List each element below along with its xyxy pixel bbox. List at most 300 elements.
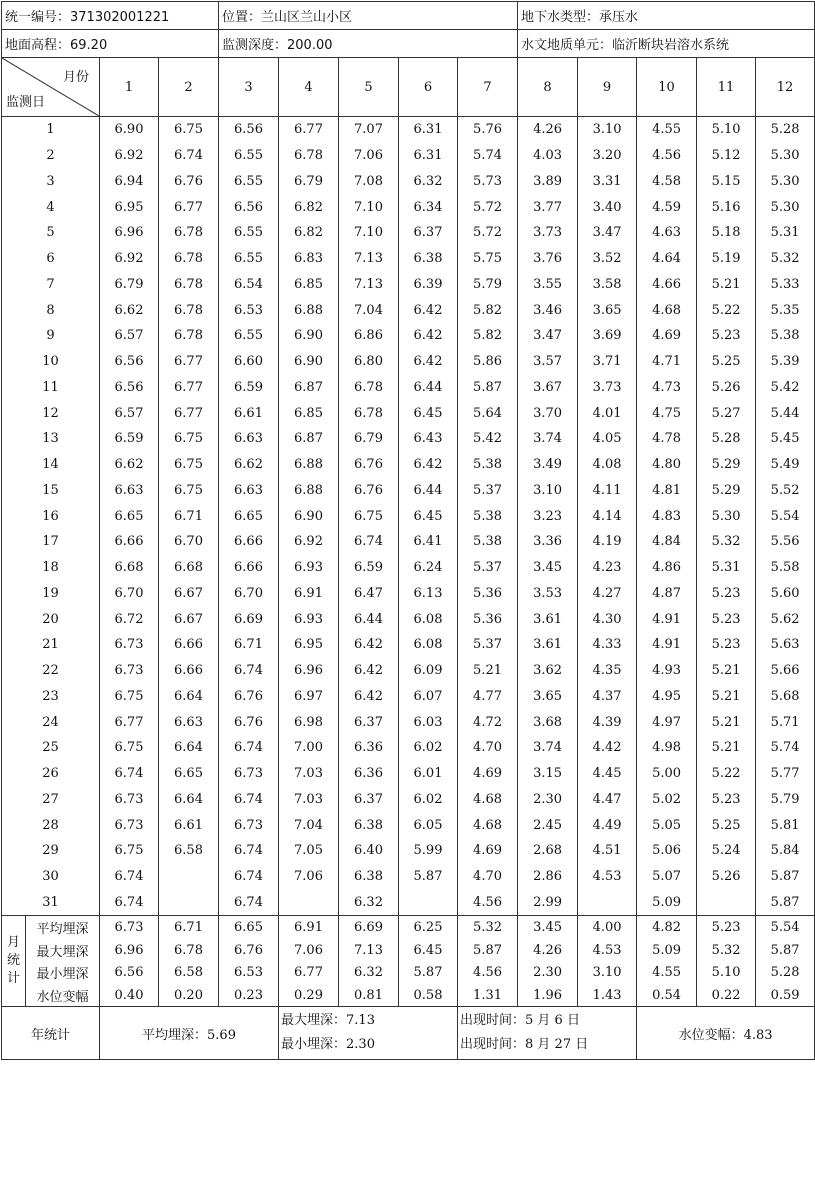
depth-cell: 6.37: [399, 220, 458, 246]
stat-cell: 5.54: [756, 916, 815, 939]
depth-cell: 5.25: [697, 349, 756, 375]
depth-cell: 6.61: [159, 812, 219, 838]
depth-cell: 5.30: [697, 503, 756, 529]
depth-cell: 2.45: [518, 812, 578, 838]
depth-cell: 6.77: [159, 349, 219, 375]
table-row: [2, 581, 815, 607]
depth-cell: 6.42: [399, 452, 458, 478]
table-row: [2, 323, 815, 349]
depth-cell: 6.90: [279, 323, 339, 349]
depth-cell: 5.44: [756, 400, 815, 426]
depth-cell: 6.76: [219, 684, 279, 710]
depth-cell: 6.32: [399, 169, 458, 195]
depth-cell: 4.58: [637, 169, 697, 195]
depth-cell: 6.59: [100, 426, 159, 452]
depth-cell: 6.91: [279, 581, 339, 607]
depth-cell: 5.76: [458, 117, 518, 143]
depth-cell: 3.69: [578, 323, 637, 349]
table-row: [2, 220, 815, 246]
depth-cell: 6.78: [159, 323, 219, 349]
depth-cell: 3.73: [518, 220, 578, 246]
depth-cell: 3.47: [578, 220, 637, 246]
depth-cell: 5.21: [458, 658, 518, 684]
stat-cell: 6.65: [219, 916, 279, 939]
depth-cell: 6.98: [279, 709, 339, 735]
depth-cell: 6.75: [159, 452, 219, 478]
table-row: [2, 812, 815, 838]
depth-cell: 5.23: [697, 323, 756, 349]
depth-cell: 6.82: [279, 194, 339, 220]
depth-cell: 5.74: [458, 143, 518, 169]
depth-cell: 3.58: [578, 272, 637, 298]
depth-cell: 6.78: [159, 246, 219, 272]
annual-avg-depth: 平均埋深：5.69: [100, 1007, 279, 1060]
day-label: 31: [2, 890, 100, 916]
day-label: 14: [2, 452, 100, 478]
depth-cell: 5.37: [458, 632, 518, 658]
depth-cell: 6.77: [100, 709, 159, 735]
month-header: 11: [697, 58, 756, 117]
depth-cell: 5.99: [399, 838, 458, 864]
depth-cell: 6.73: [219, 812, 279, 838]
depth-cell: 3.65: [518, 684, 578, 710]
month-header: 10: [637, 58, 697, 117]
stat-cell: 4.00: [578, 916, 637, 939]
stat-cell: 6.69: [339, 916, 399, 939]
table-row: [2, 349, 815, 375]
monthly-stat-row: [2, 961, 815, 984]
depth-cell: 6.74: [100, 864, 159, 890]
depth-cell: 6.55: [219, 143, 279, 169]
depth-cell: 4.97: [637, 709, 697, 735]
depth-cell: 4.91: [637, 632, 697, 658]
depth-cell: 6.88: [279, 297, 339, 323]
depth-cell: 5.82: [458, 323, 518, 349]
depth-cell: 6.72: [100, 606, 159, 632]
depth-cell: 5.42: [756, 375, 815, 401]
depth-cell: 6.90: [279, 349, 339, 375]
depth-cell: 5.63: [756, 632, 815, 658]
depth-cell: 5.12: [697, 143, 756, 169]
depth-cell: 6.42: [399, 323, 458, 349]
table-row: [2, 169, 815, 195]
depth-cell: 5.75: [458, 246, 518, 272]
depth-cell: 6.77: [279, 117, 339, 143]
depth-cell: 4.56: [637, 143, 697, 169]
depth-cell: 6.76: [339, 452, 399, 478]
depth-cell: 6.61: [219, 400, 279, 426]
depth-cell: 4.05: [578, 426, 637, 452]
depth-cell: 6.71: [159, 503, 219, 529]
depth-cell: 6.42: [399, 349, 458, 375]
depth-cell: 6.95: [279, 632, 339, 658]
depth-cell: 5.71: [756, 709, 815, 735]
depth-cell: 6.92: [279, 529, 339, 555]
annual-min-time: 出现时间：8 月 27 日: [460, 1037, 589, 1053]
depth-cell: 4.51: [578, 838, 637, 864]
depth-cell: 4.23: [578, 555, 637, 581]
depth-cell: 6.08: [399, 606, 458, 632]
depth-cell: 6.74: [159, 143, 219, 169]
depth-cell: 4.75: [637, 400, 697, 426]
monitor-depth: 监测深度：200.00: [219, 30, 518, 58]
depth-cell: 5.09: [637, 890, 697, 916]
depth-cell: 5.23: [697, 581, 756, 607]
depth-cell: 6.34: [399, 194, 458, 220]
stat-cell: 6.71: [159, 916, 219, 939]
depth-cell: 6.86: [339, 323, 399, 349]
depth-cell: 3.40: [578, 194, 637, 220]
depth-cell: 6.74: [339, 529, 399, 555]
depth-cell: 5.21: [697, 709, 756, 735]
month-header: 7: [458, 58, 518, 117]
depth-cell: 4.26: [518, 117, 578, 143]
annual-min-depth: 最小埋深：2.30: [281, 1037, 375, 1053]
depth-cell: 4.70: [458, 864, 518, 890]
depth-cell: 5.29: [697, 452, 756, 478]
depth-cell: 4.87: [637, 581, 697, 607]
stat-cell: 7.13: [339, 939, 399, 962]
month-header: 8: [518, 58, 578, 117]
depth-cell: 5.22: [697, 761, 756, 787]
depth-cell: 6.92: [100, 143, 159, 169]
depth-cell: 6.78: [339, 400, 399, 426]
depth-cell: 4.73: [637, 375, 697, 401]
stat-cell: 4.56: [458, 961, 518, 984]
depth-cell: 6.70: [100, 581, 159, 607]
depth-cell: 6.03: [399, 709, 458, 735]
depth-cell: 6.70: [159, 529, 219, 555]
depth-cell: 6.73: [100, 658, 159, 684]
depth-cell: [279, 890, 339, 916]
depth-cell: 5.38: [756, 323, 815, 349]
depth-cell: 5.21: [697, 272, 756, 298]
depth-cell: 6.66: [100, 529, 159, 555]
day-label: 18: [2, 555, 100, 581]
stat-cell: 5.87: [399, 961, 458, 984]
stat-cell: 1.96: [518, 984, 578, 1007]
depth-cell: 4.71: [637, 349, 697, 375]
depth-cell: 5.31: [697, 555, 756, 581]
depth-cell: 6.92: [100, 246, 159, 272]
month-header: 12: [756, 58, 815, 117]
depth-cell: 4.95: [637, 684, 697, 710]
depth-cell: 4.37: [578, 684, 637, 710]
depth-cell: 6.41: [399, 529, 458, 555]
depth-cell: 6.66: [219, 529, 279, 555]
depth-cell: 3.45: [518, 555, 578, 581]
depth-cell: 4.68: [458, 787, 518, 813]
day-label: 20: [2, 606, 100, 632]
stat-cell: 6.77: [279, 961, 339, 984]
depth-cell: 6.75: [339, 503, 399, 529]
stat-cell: 4.53: [578, 939, 637, 962]
depth-cell: 6.55: [219, 220, 279, 246]
depth-cell: 6.82: [279, 220, 339, 246]
depth-cell: 7.13: [339, 272, 399, 298]
stat-cell: 0.81: [339, 984, 399, 1007]
day-label: 10: [2, 349, 100, 375]
depth-cell: 5.06: [637, 838, 697, 864]
depth-cell: 5.33: [756, 272, 815, 298]
stat-label: 水位变幅: [26, 984, 100, 1007]
depth-cell: 4.14: [578, 503, 637, 529]
depth-cell: 6.59: [339, 555, 399, 581]
depth-cell: 5.05: [637, 812, 697, 838]
depth-cell: 3.73: [578, 375, 637, 401]
day-label: 2: [2, 143, 100, 169]
day-label: 16: [2, 503, 100, 529]
month-header: 6: [399, 58, 458, 117]
table-row: [2, 375, 815, 401]
corner-header: [2, 58, 100, 117]
depth-cell: 5.32: [697, 529, 756, 555]
depth-cell: 3.23: [518, 503, 578, 529]
day-label: 19: [2, 581, 100, 607]
depth-cell: 3.74: [518, 735, 578, 761]
day-label: 5: [2, 220, 100, 246]
depth-cell: 4.55: [637, 117, 697, 143]
depth-cell: 5.25: [697, 812, 756, 838]
depth-cell: 6.69: [219, 606, 279, 632]
depth-cell: 5.21: [697, 658, 756, 684]
day-label: 28: [2, 812, 100, 838]
depth-cell: [159, 890, 219, 916]
depth-cell: 3.20: [578, 143, 637, 169]
station-id: 统一编号：371302001221: [2, 2, 219, 30]
depth-cell: 4.59: [637, 194, 697, 220]
depth-cell: 4.69: [458, 761, 518, 787]
stat-cell: 0.20: [159, 984, 219, 1007]
depth-cell: 6.78: [159, 272, 219, 298]
depth-cell: 5.10: [697, 117, 756, 143]
depth-cell: 5.66: [756, 658, 815, 684]
depth-cell: 6.63: [219, 426, 279, 452]
table-row: [2, 426, 815, 452]
depth-cell: 5.21: [697, 684, 756, 710]
stat-cell: 0.23: [219, 984, 279, 1007]
depth-cell: 6.58: [159, 838, 219, 864]
depth-cell: 6.76: [339, 478, 399, 504]
depth-cell: 4.27: [578, 581, 637, 607]
stat-cell: 3.45: [518, 916, 578, 939]
depth-cell: 5.00: [637, 761, 697, 787]
stat-cell: 6.76: [219, 939, 279, 962]
depth-cell: 4.33: [578, 632, 637, 658]
depth-cell: 6.83: [279, 246, 339, 272]
depth-cell: 6.77: [159, 375, 219, 401]
depth-cell: 5.07: [637, 864, 697, 890]
month-header: 1: [100, 58, 159, 117]
depth-cell: 6.74: [100, 890, 159, 916]
stat-cell: 4.26: [518, 939, 578, 962]
depth-cell: 4.08: [578, 452, 637, 478]
depth-cell: 6.75: [159, 426, 219, 452]
depth-cell: 6.53: [219, 297, 279, 323]
depth-cell: 3.71: [578, 349, 637, 375]
depth-cell: 6.93: [279, 555, 339, 581]
stat-cell: 6.58: [159, 961, 219, 984]
depth-cell: 4.70: [458, 735, 518, 761]
depth-cell: 4.68: [637, 297, 697, 323]
depth-cell: 5.87: [756, 890, 815, 916]
depth-cell: 2.86: [518, 864, 578, 890]
depth-cell: 5.23: [697, 787, 756, 813]
depth-cell: 5.15: [697, 169, 756, 195]
depth-cell: 6.71: [219, 632, 279, 658]
depth-cell: 5.23: [697, 606, 756, 632]
depth-cell: 6.95: [100, 194, 159, 220]
depth-cell: 6.55: [219, 323, 279, 349]
day-label: 1: [2, 117, 100, 143]
depth-cell: 6.88: [279, 452, 339, 478]
month-header: 4: [279, 58, 339, 117]
depth-cell: 4.80: [637, 452, 697, 478]
depth-cell: 6.94: [100, 169, 159, 195]
day-label: 8: [2, 297, 100, 323]
depth-cell: 5.30: [756, 143, 815, 169]
depth-cell: 4.83: [637, 503, 697, 529]
depth-cell: 6.63: [100, 478, 159, 504]
depth-cell: 6.65: [159, 761, 219, 787]
depth-cell: 4.86: [637, 555, 697, 581]
depth-cell: 6.90: [279, 503, 339, 529]
annual-occurrence-times: [458, 1007, 637, 1060]
depth-cell: 3.61: [518, 632, 578, 658]
table-row: [2, 529, 815, 555]
depth-cell: 7.03: [279, 761, 339, 787]
depth-cell: 4.91: [637, 606, 697, 632]
depth-cell: 6.75: [159, 478, 219, 504]
depth-cell: 6.78: [339, 375, 399, 401]
depth-cell: 5.79: [458, 272, 518, 298]
month-header: 2: [159, 58, 219, 117]
depth-cell: 6.60: [219, 349, 279, 375]
depth-cell: 2.99: [518, 890, 578, 916]
depth-cell: 6.42: [339, 658, 399, 684]
monthly-stat-row: [2, 939, 815, 962]
depth-cell: [697, 890, 756, 916]
depth-cell: 6.45: [399, 503, 458, 529]
depth-cell: 5.77: [756, 761, 815, 787]
depth-cell: 6.55: [219, 246, 279, 272]
location: 位置：兰山区兰山小区: [219, 2, 518, 30]
table-row: [2, 787, 815, 813]
depth-cell: 5.86: [458, 349, 518, 375]
depth-cell: 5.29: [697, 478, 756, 504]
depth-cell: 5.24: [697, 838, 756, 864]
depth-cell: 6.44: [339, 606, 399, 632]
depth-cell: 5.38: [458, 503, 518, 529]
depth-cell: 6.13: [399, 581, 458, 607]
depth-cell: 5.02: [637, 787, 697, 813]
depth-cell: 4.81: [637, 478, 697, 504]
stat-label: 平均埋深: [26, 916, 100, 939]
depth-cell: 3.31: [578, 169, 637, 195]
depth-cell: 3.52: [578, 246, 637, 272]
depth-cell: 3.70: [518, 400, 578, 426]
depth-cell: 4.69: [458, 838, 518, 864]
depth-cell: 4.11: [578, 478, 637, 504]
stat-cell: 5.32: [458, 916, 518, 939]
depth-cell: 6.74: [219, 838, 279, 864]
depth-cell: 6.73: [100, 787, 159, 813]
annual-amplitude: 水位变幅：4.83: [637, 1007, 815, 1060]
table-row: [2, 890, 815, 916]
depth-cell: 5.27: [697, 400, 756, 426]
day-label: 11: [2, 375, 100, 401]
stat-cell: 6.78: [159, 939, 219, 962]
stat-label: 最大埋深: [26, 939, 100, 962]
depth-cell: 4.53: [578, 864, 637, 890]
depth-cell: 5.28: [756, 117, 815, 143]
depth-cell: [159, 864, 219, 890]
depth-cell: 6.09: [399, 658, 458, 684]
depth-cell: 4.68: [458, 812, 518, 838]
depth-cell: 7.04: [279, 812, 339, 838]
depth-cell: 7.08: [339, 169, 399, 195]
day-label: 29: [2, 838, 100, 864]
depth-cell: 5.28: [697, 426, 756, 452]
depth-cell: 6.74: [219, 864, 279, 890]
depth-cell: 6.79: [279, 169, 339, 195]
stat-cell: 1.31: [458, 984, 518, 1007]
depth-cell: 7.07: [339, 117, 399, 143]
stat-cell: 7.06: [279, 939, 339, 962]
annual-label: 年统计: [2, 1007, 100, 1060]
depth-cell: 6.73: [100, 632, 159, 658]
table-row: [2, 452, 815, 478]
depth-cell: 6.63: [159, 709, 219, 735]
depth-cell: 7.10: [339, 220, 399, 246]
depth-cell: 6.65: [100, 503, 159, 529]
table-row: [2, 838, 815, 864]
depth-cell: 7.03: [279, 787, 339, 813]
depth-cell: 5.49: [756, 452, 815, 478]
depth-cell: 5.21: [697, 735, 756, 761]
depth-cell: 4.66: [637, 272, 697, 298]
depth-cell: 6.32: [339, 890, 399, 916]
table-row: [2, 632, 815, 658]
depth-cell: 6.44: [399, 478, 458, 504]
depth-cell: 6.76: [219, 709, 279, 735]
depth-cell: 4.19: [578, 529, 637, 555]
depth-cell: 6.64: [159, 787, 219, 813]
depth-cell: 4.01: [578, 400, 637, 426]
depth-cell: 6.37: [339, 709, 399, 735]
depth-cell: 5.87: [399, 864, 458, 890]
day-label: 27: [2, 787, 100, 813]
depth-cell: 5.56: [756, 529, 815, 555]
depth-cell: 5.19: [697, 246, 756, 272]
depth-cell: 5.54: [756, 503, 815, 529]
day-label: 13: [2, 426, 100, 452]
depth-cell: 5.35: [756, 297, 815, 323]
monthly-stat-row: [2, 916, 815, 939]
depth-cell: 6.56: [219, 117, 279, 143]
depth-cell: 5.45: [756, 426, 815, 452]
stat-cell: 3.10: [578, 961, 637, 984]
day-label: 7: [2, 272, 100, 298]
month-header: 5: [339, 58, 399, 117]
depth-cell: 7.06: [339, 143, 399, 169]
depth-cell: 4.78: [637, 426, 697, 452]
corner-month-label: 月份: [62, 70, 89, 85]
depth-cell: 6.66: [159, 632, 219, 658]
day-label: 12: [2, 400, 100, 426]
depth-cell: 6.42: [339, 684, 399, 710]
depth-cell: 6.74: [219, 787, 279, 813]
